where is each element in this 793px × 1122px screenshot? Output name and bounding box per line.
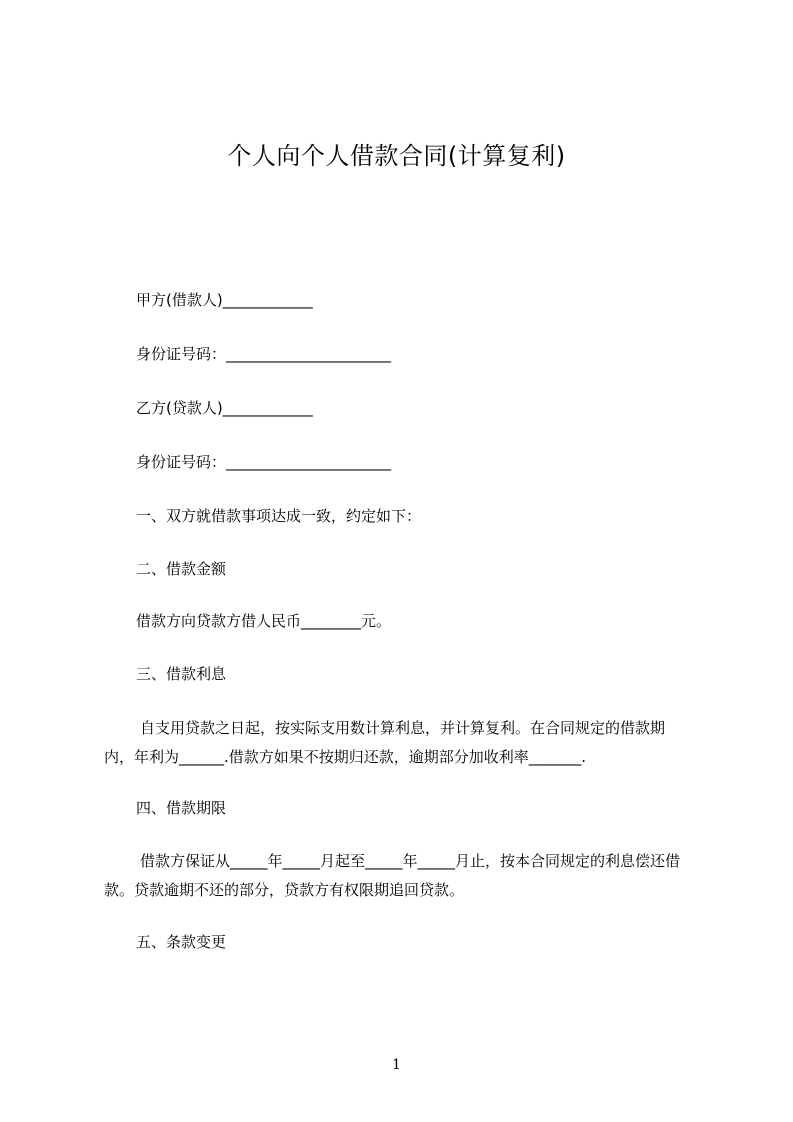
section-4-text: 借款方保证从_____年_____月起至_____年_____月止，按本合同规定的利息偿还借款。贷款逾期不还的部分，贷款方有权限期追回贷款。 (104, 852, 681, 899)
document-title: 个人向个人借款合同(计算复利) (227, 142, 566, 170)
section-4-heading: 四、借款期限 (136, 799, 227, 817)
section-3-heading: 三、借款利息 (136, 665, 227, 683)
party-a-id-field: 身份证号码：______________________ (136, 345, 392, 363)
section-1-text: 一、双方就借款事项达成一致，约定如下： (136, 507, 422, 525)
party-b-id-field: 身份证号码：______________________ (136, 453, 392, 471)
section-2-heading: 二、借款金额 (136, 560, 227, 578)
section-3-text: 自支用贷款之日起，按实际支用数计算利息，并计算复利。在合同规定的借款期内，年利为______.借款方如果不按期归还款，逾期部分加收利率_______. (104, 719, 666, 766)
party-b-field: 乙方(贷款人)____________ (136, 399, 313, 417)
section-2-text: 借款方向贷款方借人民币________元。 (136, 612, 392, 630)
section-5-heading: 五、条款变更 (136, 933, 227, 951)
page-number: 1 (392, 1057, 401, 1073)
party-a-field: 甲方(借款人)____________ (136, 291, 313, 309)
